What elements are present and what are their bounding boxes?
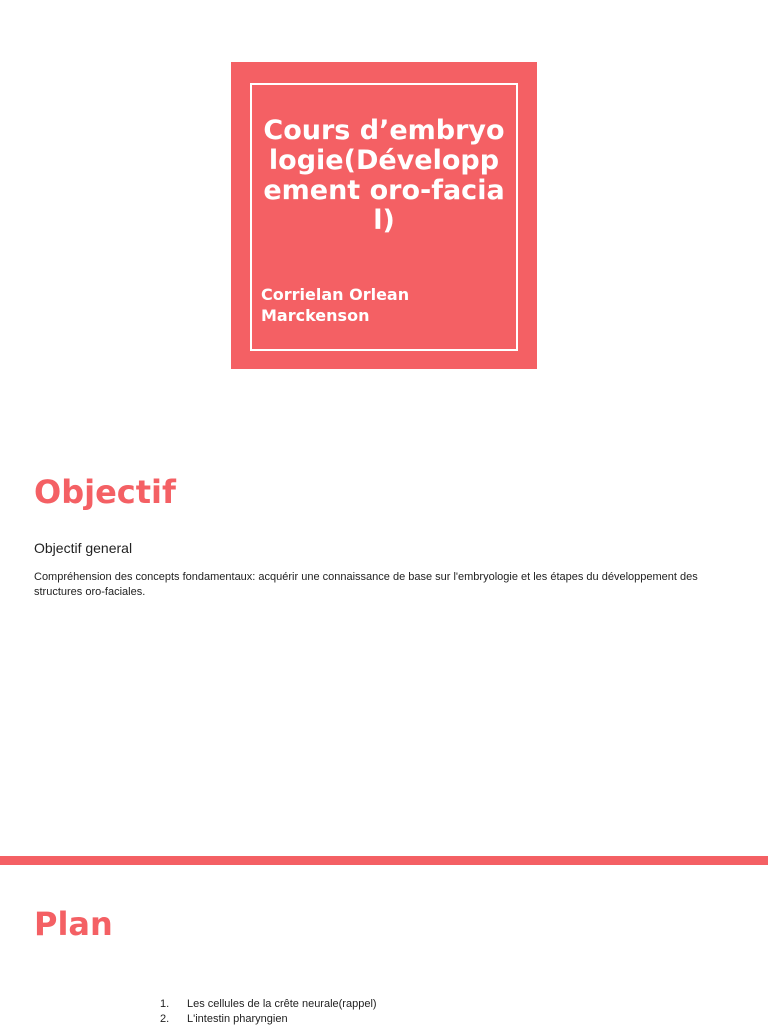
title-card [231,62,537,369]
plan-list-item [160,997,377,1012]
plan-item-number: 2. [160,1013,170,1025]
objectif-body-text: Compréhension des concepts fondamentaux: acquérir une connaissance de base sur l'embryologie et les étapes du développement des structures oro-faciales. [34,571,698,598]
plan-item-label: L'intestin pharyngien [187,1013,288,1025]
plan-heading: Plan [34,905,113,943]
slide-divider [0,856,768,865]
objectif-heading: Objectif [34,473,176,511]
author-name: Corrielan Orlean Marckenson [261,285,410,325]
plan-item-number: 1. [160,998,170,1010]
title-card-frame [250,83,518,351]
plan-list-item [160,1012,377,1027]
plan-list [160,997,377,1027]
objectif-subheading: Objectif general [34,540,133,556]
plan-item-label: Les cellules de la crête neurale(rappel) [187,998,377,1010]
presentation-title: Cours d’embryologie(Développement oro-facial) [263,115,505,236]
